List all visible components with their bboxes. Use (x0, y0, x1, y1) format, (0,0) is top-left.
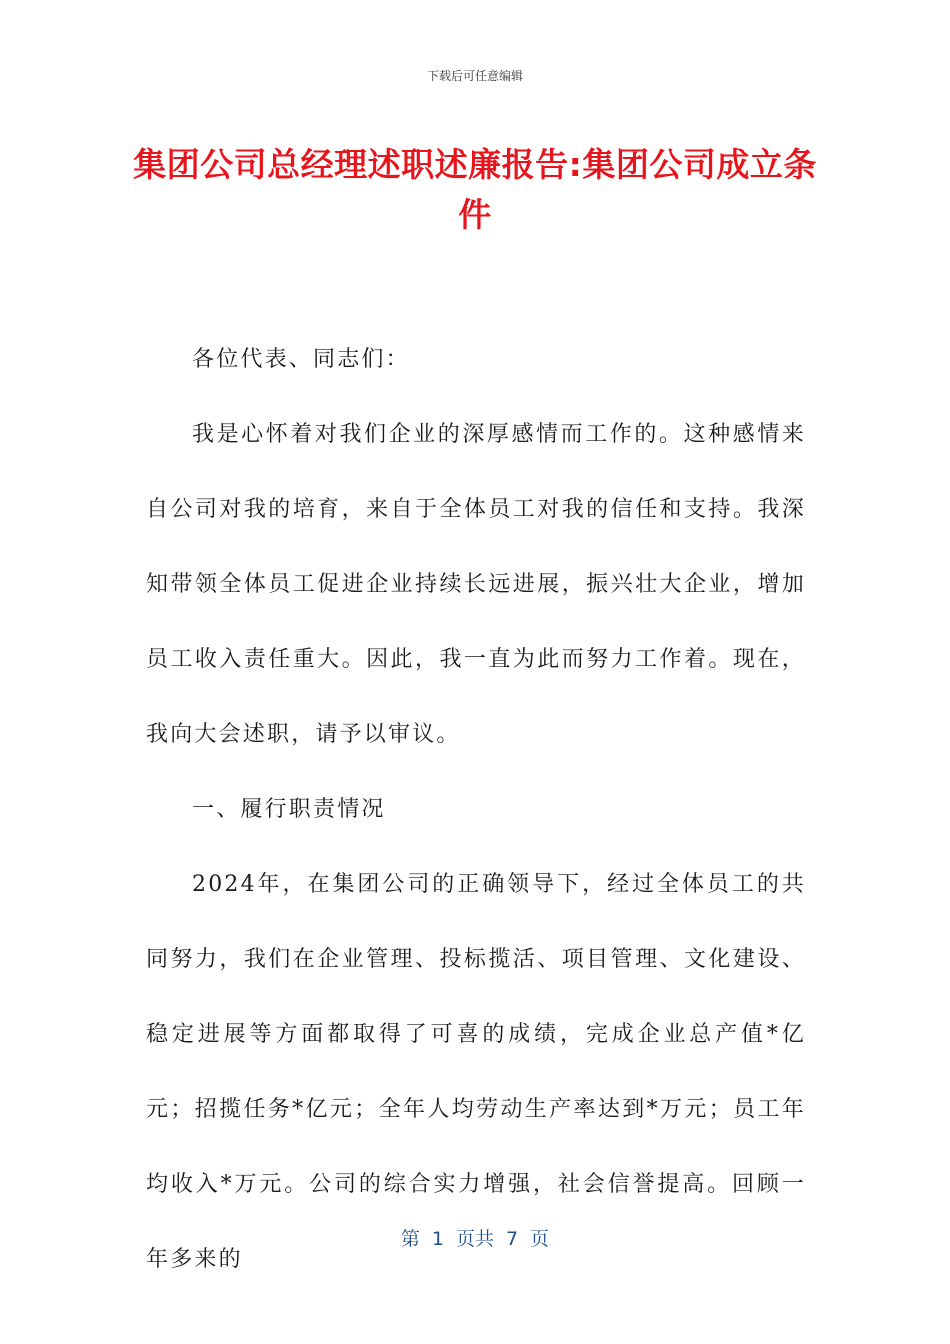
current-page-number: 1 (431, 1228, 444, 1250)
page-footer (0, 1224, 950, 1251)
salutation-paragraph: 各位代表、同志们： (192, 347, 410, 372)
achievements-paragraph: 2024年，在集团公司的正确领导下，经过全体员工的共同努力，我们在企业管理、投标揽活、项目管理、文化建设、稳定进展等方面都取得了可喜的成绩，完成企业总产值*亿元；招揽任务*亿元；全年人均劳动生产率达到*万元；员工年均收入*万元。公司的综合实力增强，社会信誉提高。回顾一年多来的 (146, 872, 806, 1272)
section-heading: 一、履行职责情况 (192, 797, 386, 822)
header-note: 下载后可任意编辑 (426, 69, 523, 83)
document-body (146, 322, 806, 1297)
page-label-prefix: 第 (400, 1228, 420, 1250)
document-title: 集团公司总经理述职述廉报告:集团公司成立条件 (133, 145, 817, 234)
page-label-suffix: 页 (530, 1228, 550, 1250)
page-label-mid: 页共 (455, 1228, 494, 1250)
intro-paragraph: 我是心怀着对我们企业的深厚感情而工作的。这种感情来自公司对我的培育，来自于全体员工对我的信任和支持。我深知带领全体员工促进企业持续长远进展，振兴壮大企业，增加员工收入责任重大。因此，我一直为此而努力工作着。现在，我向大会述职，请予以审议。 (146, 422, 806, 747)
total-pages-number: 7 (506, 1228, 519, 1250)
